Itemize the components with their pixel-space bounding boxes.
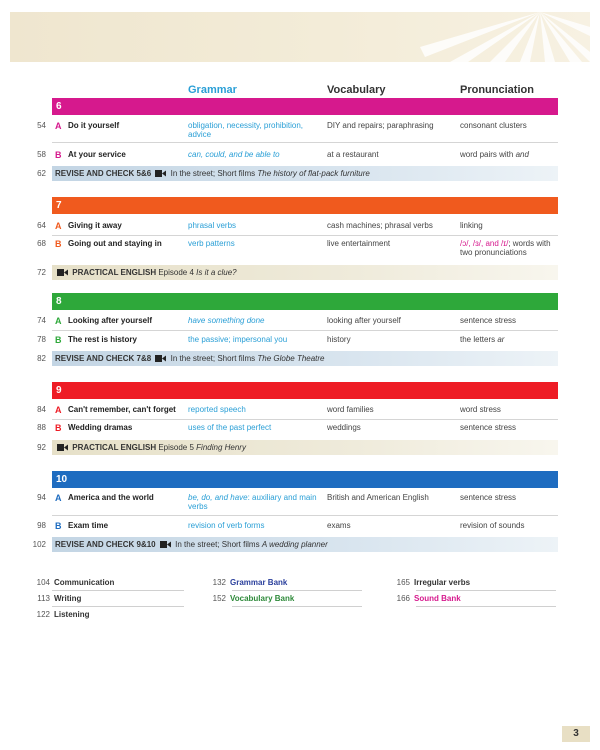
row-divider (52, 235, 558, 236)
grammar-topic: revision of verb forms (188, 521, 265, 530)
lesson-letter: B (55, 335, 62, 345)
grammar-topic: uses of the past perfect (188, 423, 272, 432)
practical-english-strip[interactable]: PRACTICAL ENGLISH Episode 4 Is it a clue? (52, 265, 558, 280)
revise-check-strip[interactable]: REVISE AND CHECK 7&8 In the street; Short films The Globe Theatre (52, 351, 558, 366)
header-pronunciation: Pronunciation (460, 84, 534, 96)
grammar-topic: can, could, and be able to (188, 150, 280, 159)
page-number: 62 (37, 169, 46, 178)
vocabulary-topic: weddings (327, 423, 361, 432)
page-number: 68 (37, 239, 46, 248)
divider (416, 606, 556, 607)
ref-listening[interactable]: 122 Listening (36, 610, 90, 619)
unit-header: 8 (52, 293, 558, 310)
lesson-title: Going out and staying in (68, 239, 162, 248)
table-row[interactable] (0, 239, 600, 259)
vocabulary-topic: live entertainment (327, 239, 391, 248)
grammar-topic: be, do, and have: auxiliary and main verbs (188, 493, 317, 511)
lesson-title: At your service (68, 150, 126, 159)
page-number-badge: 3 (562, 726, 590, 742)
page-number: 78 (37, 335, 46, 344)
unit-header: 7 (52, 197, 558, 214)
vocabulary-topic: history (327, 335, 351, 344)
page-number: 54 (37, 121, 46, 130)
lesson-letter: A (55, 493, 62, 503)
grammar-topic: have something done (188, 316, 265, 325)
lesson-title: Can't remember, can't forget (68, 405, 176, 414)
header-grammar: Grammar (188, 84, 237, 96)
row-divider (52, 515, 558, 516)
pronunciation-topic: sentence stress (460, 493, 517, 502)
page-number: 74 (37, 316, 46, 325)
video-camera-icon (57, 444, 68, 451)
unit-header: 9 (52, 382, 558, 399)
unit-header: 10 (52, 471, 558, 488)
page-number: 84 (37, 405, 46, 414)
page-number: 64 (37, 221, 46, 230)
revise-check-strip[interactable]: REVISE AND CHECK 5&6 In the street; Short films The history of flat-pack furniture (52, 166, 558, 181)
pronunciation-topic: word stress (460, 405, 501, 414)
pronunciation-topic: revision of sounds (460, 521, 525, 530)
lesson-letter: B (55, 423, 62, 433)
vocabulary-topic: British and American English (327, 493, 429, 502)
row-divider (52, 330, 558, 331)
page-number: 88 (37, 423, 46, 432)
pronunciation-topic: /ɔ/, /ɜ/, and /ɪ/; words with two pronunciations (460, 239, 551, 257)
ref-sound-bank[interactable]: 166 Sound Bank (396, 594, 461, 603)
lesson-title: The rest is history (68, 335, 137, 344)
video-camera-icon (57, 269, 68, 276)
lesson-title: Wedding dramas (68, 423, 133, 432)
page-number: 92 (37, 443, 46, 452)
revise-check-strip[interactable]: REVISE AND CHECK 9&10 In the street; Short films A wedding planner (52, 537, 558, 552)
vocabulary-topic: DIY and repairs; paraphrasing (327, 121, 434, 130)
vocabulary-topic: word families (327, 405, 374, 414)
header-vocabulary: Vocabulary (327, 84, 386, 96)
divider (52, 590, 184, 591)
row-divider (52, 419, 558, 420)
grammar-topic: the passive; impersonal you (188, 335, 288, 344)
lesson-letter: A (55, 405, 62, 415)
sunburst-graphic (390, 12, 590, 62)
lesson-title: Do it yourself (68, 121, 120, 130)
grammar-topic: reported speech (188, 405, 246, 414)
table-row[interactable] (0, 121, 600, 141)
lesson-title: Giving it away (68, 221, 122, 230)
lesson-letter: A (55, 221, 62, 231)
pronunciation-topic: consonant clusters (460, 121, 527, 130)
lesson-letter: A (55, 121, 62, 131)
grammar-topic: obligation, necessity, prohibition, advice (188, 121, 304, 139)
lesson-letter: B (55, 521, 62, 531)
lesson-title: America and the world (68, 493, 154, 502)
pronunciation-topic: sentence stress (460, 316, 517, 325)
table-row[interactable] (0, 316, 600, 336)
page-number: 98 (37, 521, 46, 530)
table-row[interactable] (0, 221, 600, 241)
grammar-topic: verb patterns (188, 239, 235, 248)
page-number: 82 (37, 354, 46, 363)
header-banner (10, 12, 590, 62)
divider (232, 606, 362, 607)
ref-vocabulary-bank[interactable]: 152 Vocabulary Bank (212, 594, 295, 603)
lesson-letter: B (55, 239, 62, 249)
page-number: 102 (32, 540, 46, 549)
divider (416, 590, 556, 591)
video-camera-icon (155, 355, 166, 362)
vocabulary-topic: looking after yourself (327, 316, 401, 325)
ref-communication[interactable]: 104 Communication (36, 578, 115, 587)
table-row[interactable] (0, 405, 600, 425)
grammar-topic: phrasal verbs (188, 221, 237, 230)
unit-header: 6 (52, 98, 558, 115)
pronunciation-topic: sentence stress (460, 423, 517, 432)
pronunciation-topic: linking (460, 221, 483, 230)
video-camera-icon (160, 541, 171, 548)
vocabulary-topic: cash machines; phrasal verbs (327, 221, 433, 230)
lesson-title: Looking after yourself (68, 316, 153, 325)
video-camera-icon (155, 170, 166, 177)
lesson-title: Exam time (68, 521, 109, 530)
row-divider (52, 142, 558, 143)
vocabulary-topic: at a restaurant (327, 150, 379, 159)
table-row[interactable] (0, 493, 600, 513)
divider (52, 606, 184, 607)
pronunciation-topic: word pairs with and (460, 150, 529, 159)
lesson-letter: B (55, 150, 62, 160)
page-number: 72 (37, 268, 46, 277)
practical-english-strip[interactable]: PRACTICAL ENGLISH Episode 5 Finding Henry (52, 440, 558, 455)
divider (232, 590, 362, 591)
page-number: 58 (37, 150, 46, 159)
page-number: 94 (37, 493, 46, 502)
ref-grammar-bank[interactable]: 132 Grammar Bank (212, 578, 288, 587)
vocabulary-topic: exams (327, 521, 351, 530)
pronunciation-topic: the letters ar (460, 335, 505, 344)
lesson-letter: A (55, 316, 62, 326)
ref-writing[interactable]: 113 Writing (37, 594, 82, 603)
ref-irregular-verbs[interactable]: 165 Irregular verbs (396, 578, 471, 587)
